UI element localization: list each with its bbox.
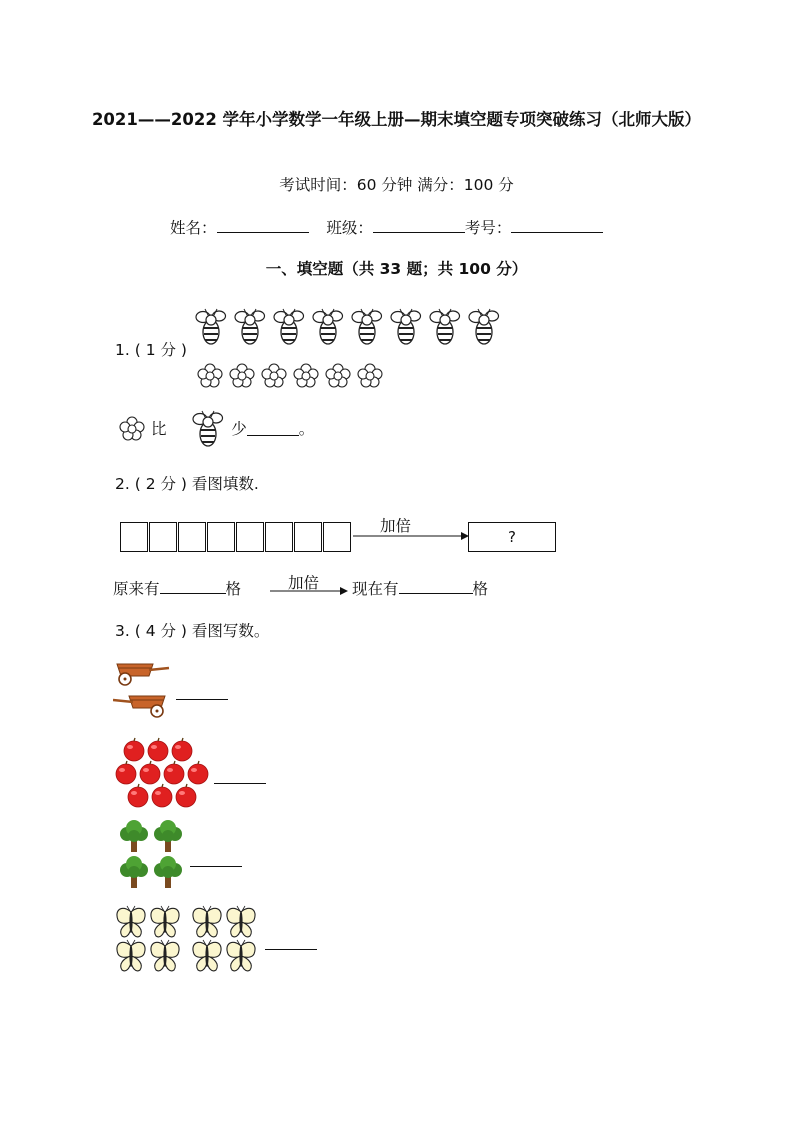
q1-less-word: 少 <box>231 420 247 438</box>
name-label: 姓名： <box>170 219 217 237</box>
grid-cell <box>120 522 148 552</box>
q3-tree-group <box>116 818 188 892</box>
q2-number: 2. ( 2 分 ) 看图填数. <box>115 475 259 493</box>
bee-icon <box>196 309 226 344</box>
butterfly-icon <box>227 906 255 937</box>
id-label: 考号： <box>464 219 512 237</box>
bee-icon <box>352 309 382 344</box>
bee-icon <box>469 309 499 344</box>
class-label: 班级： <box>326 219 373 237</box>
q2-arrow-label: 加倍 <box>380 517 412 535</box>
q1-bee-row <box>192 304 512 348</box>
butterfly-icon <box>193 906 221 937</box>
apple-icon <box>148 738 168 761</box>
bee-icon <box>313 309 343 344</box>
q2-now-field[interactable] <box>399 578 473 594</box>
flower-icon <box>358 364 382 387</box>
q1-answer-field[interactable] <box>247 420 299 436</box>
id-field[interactable] <box>511 217 603 233</box>
butterfly-icon <box>151 906 179 937</box>
apple-icon <box>128 784 148 807</box>
apple-icon <box>152 784 172 807</box>
q3-butterfly-answer[interactable] <box>265 934 317 950</box>
q2-now-line <box>352 577 488 599</box>
bee-icon <box>391 309 421 344</box>
butterfly-icon <box>117 940 145 971</box>
q1-flower-row <box>196 362 396 390</box>
q1-comparison <box>118 408 314 448</box>
section-title: 一、填空题（共 33 题；共 100 分） <box>265 260 528 278</box>
apple-icon <box>188 761 208 784</box>
name-field[interactable] <box>217 217 309 233</box>
flower-icon <box>294 364 318 387</box>
q3-butterfly-group <box>112 904 266 976</box>
butterfly-icon <box>193 940 221 971</box>
grid-cell <box>265 522 293 552</box>
tree-icon <box>120 820 148 852</box>
q3-cart-group <box>113 658 173 722</box>
apple-icon <box>176 784 196 807</box>
grid-cell <box>178 522 206 552</box>
q2-now-label: 现在有 <box>352 580 399 598</box>
grid-cell <box>323 522 351 552</box>
bee-icon <box>430 309 460 344</box>
flower-icon <box>262 364 286 387</box>
apple-icon <box>124 738 144 761</box>
q3-apple-answer[interactable] <box>214 768 266 784</box>
exam-info: 考试时间：60 分钟 满分：100 分 <box>279 176 514 194</box>
q2-result-box <box>468 522 556 552</box>
apple-icon <box>172 738 192 761</box>
q2-original-field[interactable] <box>160 578 226 594</box>
tree-icon <box>154 856 182 888</box>
grid-cell <box>149 522 177 552</box>
flower-icon <box>198 364 222 387</box>
bee-icon <box>190 408 226 448</box>
apple-icon <box>140 761 160 784</box>
grid-cell <box>236 522 264 552</box>
butterfly-icon <box>227 940 255 971</box>
class-field[interactable] <box>373 217 465 233</box>
doc-title: 2021——2022 学年小学数学一年级上册—期末填空题专项突破练习（北师大版） <box>91 110 702 129</box>
flower-icon <box>326 364 350 387</box>
q3-number: 3. ( 4 分 ) 看图写数。 <box>115 622 270 640</box>
q2-unit-label: 格 <box>225 580 242 598</box>
cart-icon <box>117 664 169 685</box>
grid-cell <box>207 522 235 552</box>
q2-arrow-label-2: 加倍 <box>288 574 320 592</box>
flower-icon <box>230 364 254 387</box>
q2-unit-label-2: 格 <box>472 580 489 598</box>
bee-icon <box>235 309 265 344</box>
q3-cart-answer[interactable] <box>176 684 228 700</box>
q2-result-symbol: ? <box>508 528 516 546</box>
q2-original-label: 原来有 <box>113 580 160 598</box>
grid-cell <box>294 522 322 552</box>
flower-icon <box>118 414 146 442</box>
bee-icon <box>274 309 304 344</box>
q2-fill-line <box>113 577 241 599</box>
q1-compare-word: 比 <box>150 420 167 438</box>
butterfly-icon <box>117 906 145 937</box>
q1-number: 1. ( 1 分 ) <box>115 341 187 359</box>
apple-icon <box>116 761 136 784</box>
cart-icon <box>113 696 165 717</box>
q1-end-punct: 。 <box>298 420 315 438</box>
apple-icon <box>164 761 184 784</box>
q2-arrow-icon <box>353 529 469 543</box>
student-info-line <box>170 216 603 238</box>
q3-tree-answer[interactable] <box>190 851 242 867</box>
q3-apple-group <box>113 737 211 809</box>
tree-icon <box>120 856 148 888</box>
q2-arrow2-icon <box>270 584 348 598</box>
tree-icon <box>154 820 182 852</box>
butterfly-icon <box>151 940 179 971</box>
